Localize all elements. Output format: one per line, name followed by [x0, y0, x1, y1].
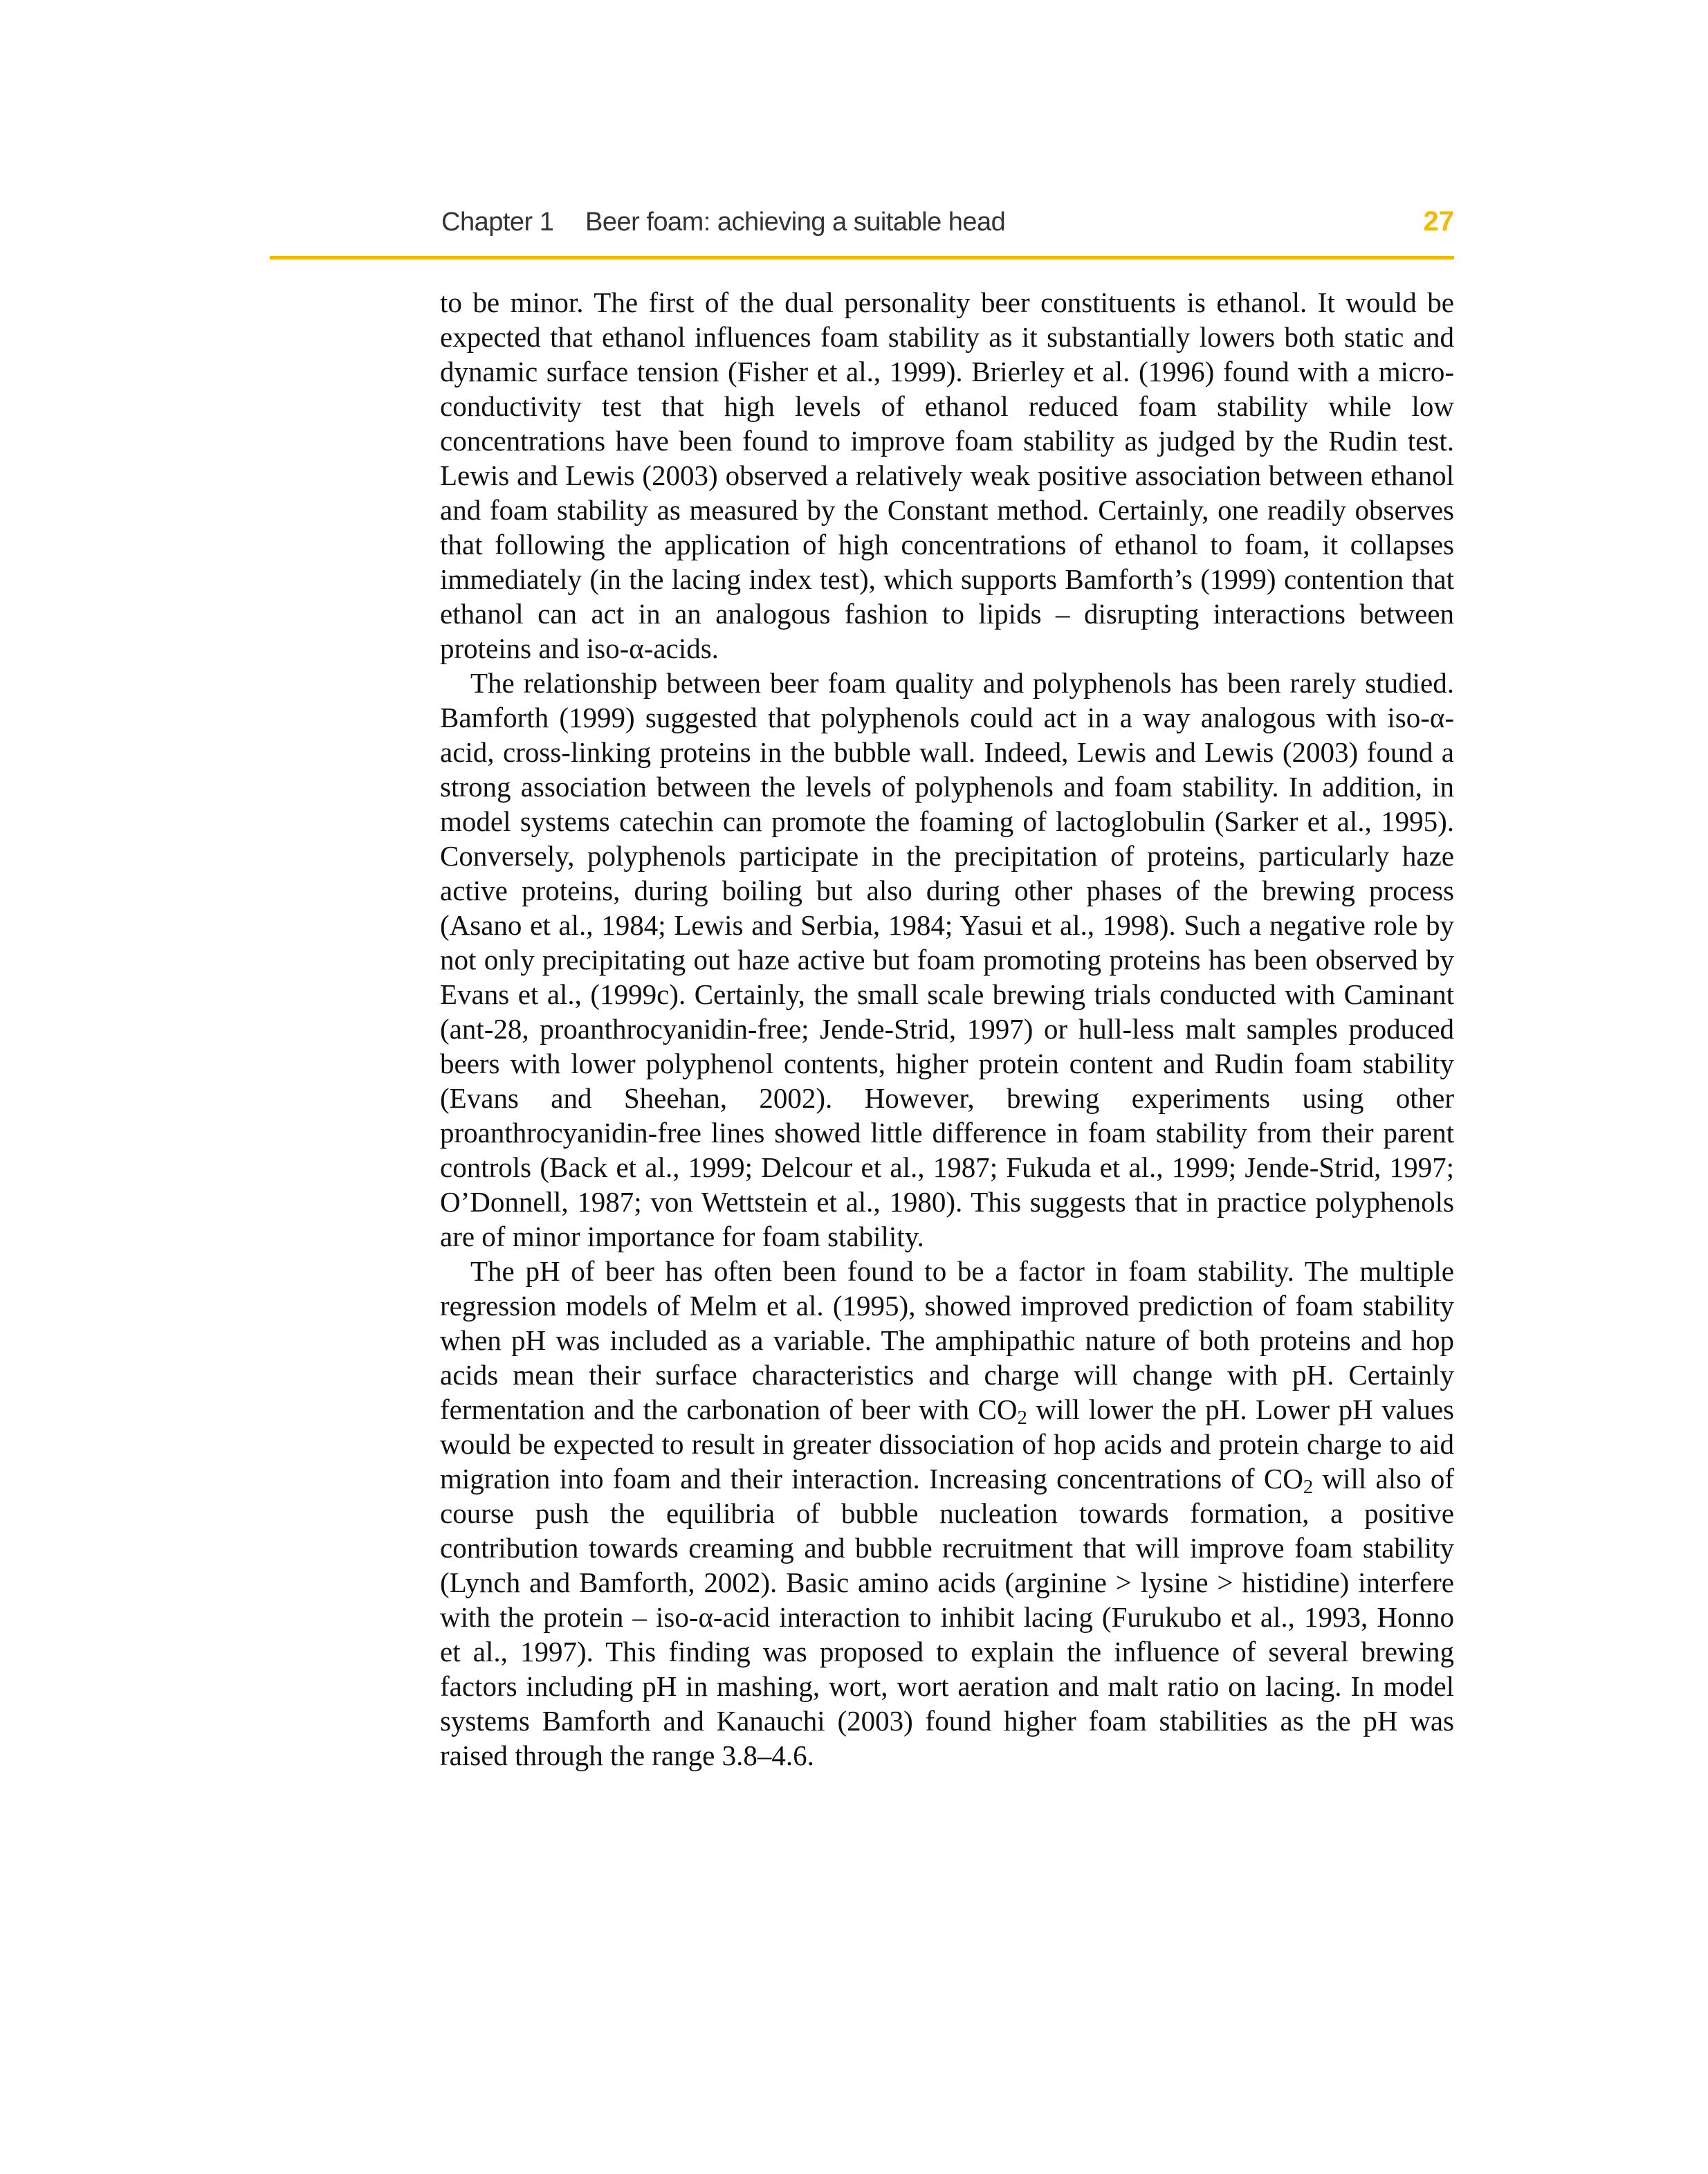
- paragraph-ph-part-2: will lower the pH. Lower pH values would be expected to result in greater dissociation of hop acids and protein charge to aid migration into foam and their interaction. Increasing concentrations of CO: [440, 1394, 1454, 1495]
- paragraph-polyphenols: The relationship between beer foam quality and polyphenols has been rarely studied. Bamforth (1999) suggested that polyphenols could act in a way analogous with iso-α-acid, cross-linking proteins in the bubble wall. Indeed, Lewis and Lewis (2003) found a strong association between the levels of polyphenols and foam stability. In addition, in model systems catechin can promote the foaming of lactoglobulin (Sarker et al., 1995). Conversely, polyphenols participate in the precipitation of proteins, particularly haze active proteins, during boiling but also during other phases of the brewing process (Asano et al., 1984; Lewis and Serbia, 1984; Yasui et al., 1998). Such a negative role by not only precipitating out haze active but foam promoting proteins has been observed by Evans et al., (1999c). Certainly, the small scale brewing trials conducted with Caminant (ant-28, proanthrocyanidin-free; Jende-Strid, 1997) or hull-less malt samples produced beers with lower polyphenol contents, higher protein content and Rudin foam stability (Evans and Sheehan, 2002). However, brewing experiments using other proanthrocyanidin-free lines showed little difference in foam stability from their parent controls (Back et al., 1999; Delcour et al., 1987; Fukuda et al., 1999; Jende-Strid, 1997; O’Donnell, 1987; von Wettstein et al., 1980). This suggests that in practice polyphenols are of minor importance for foam stability.: [440, 667, 1454, 1252]
- paragraph-ethanol: to be minor. The first of the dual personality beer constituents is ethanol. It would be expected that ethanol influences foam stability as it substantially lowers both static and dynamic surface tension (Fisher et al., 1999). Brierley et al. (1996) found with a micro-conductivity test that high levels of ethanol reduced foam stability while low concentrations have been found to improve foam stability as judged by the Rudin test. Lewis and Lewis (2003) observed a relatively weak positive association between ethanol and foam stability as measured by the Constant method. Certainly, one readily observes that following the application of high concentrations of ethanol to foam, it collapses immediately (in the lacing index test), which supports Bamforth’s (1999) contention that ethanol can act in an analogous fashion to lipids – disrupting interactions between proteins and iso-α-acids.: [440, 286, 1454, 664]
- paragraph-ph-part-1: The pH of beer has often been found to be a factor in foam stability. The multiple regression models of Melm et al. (1995), showed improved prediction of foam stability when pH was included as a variable. The amphipathic nature of both proteins and hop acids mean their surface characteristics and charge will change with pH. Certainly fermentation and the carbonation of beer with CO: [440, 1255, 1454, 1425]
- co2-subscript-1: 2: [1017, 1407, 1027, 1429]
- header-title: Beer foam: achieving a suitable head: [585, 208, 1006, 237]
- co2-subscript-2: 2: [1303, 1476, 1314, 1499]
- running-header: [440, 205, 1454, 246]
- body-text: [440, 285, 1454, 1773]
- paragraph-ph-part-3: will also of course push the equilibria of bubble nucleation towards formation, a positive contribution towards creaming and bubble recruitment that will improve foam stability (Lynch and Bamforth, 2002). Basic amino acids (arginine > lysine > histidine) interfere with the protein – iso-α-acid interaction to inhibit lacing (Furukubo et al., 1993, Honno et al., 1997). This finding was proposed to explain the influence of several brewing factors including pH in mashing, wort, wort aeration and malt ratio on lacing. In model systems Bamforth and Kanauchi (2003) found higher foam stabilities as the pH was raised through the range 3.8–4.6.: [440, 1463, 1455, 1771]
- header-chapter: Chapter 1: [441, 208, 554, 237]
- paragraph-ph: [440, 1254, 1454, 1773]
- header-rule: [270, 256, 1454, 259]
- page-number: 27: [1423, 206, 1454, 237]
